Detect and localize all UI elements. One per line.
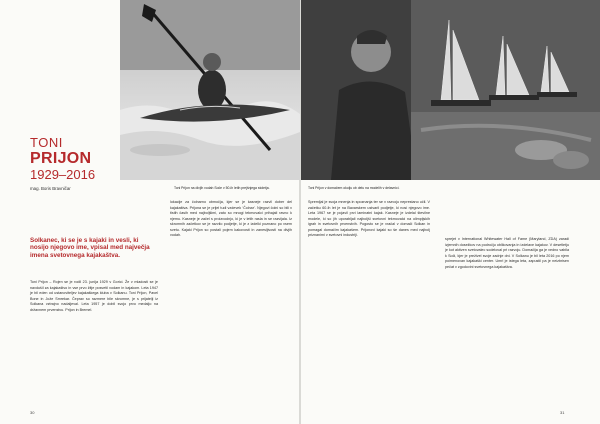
title-years: 1929–2016 <box>30 167 96 182</box>
author-byline: mag. Boris Bravničar <box>30 186 71 191</box>
body-column-3: Spremljal je svoja mnenja in spoznanja ter se v razvoju neprestano učil. V začetku 60-ih let je na Bavarskem ustvaril podjetje, ki nosi njegovo ime. Leta 1967 se je pojavil prvi laminatni kajak. Kasneje je izdelal številne modele, ki so jih uporabljali najboljši svetovni tekmovalci na olimpijskih igrah in svetovnih prvenstvih. Pogosto se je vračal v domači Solkan in pomagal domačim kajakašem. Prijonovi kajaki so še danes med najbolj priznanimi v svetovni industriji. <box>308 200 430 237</box>
photo-caption-right: Toni Prijon v domačem okolju ob delu na modelih v delavnici. <box>308 186 400 190</box>
title-block <box>30 136 140 182</box>
title-first-name: TONI <box>30 135 63 150</box>
page-number-left: 30 <box>30 410 35 415</box>
title-last-name: PRIJON <box>30 150 92 167</box>
lead-paragraph: Solkanec, ki se je s kajaki in vesli, ki nosijo njegovo ime, vpisal med največja imena svetovnega kajakaštva. <box>30 237 150 259</box>
body-column-1: Toni Prijon – Rojen se je rodil 23. junija 1929 v Gorici. Že v mladosti se je navdušil za kajakaštvo in vse prvo žitje posvetil vodam in kajakom. Leta 1947 je bil eden od ustanoviteljev kajakaškega kluba v Solkanu. Toni Prijon, Pavel Bone in Jože Smrekar. Čeprav so razmere bile skromne, je s prijatelji iz Solkana vztrajno nadaljeval. Leta 1957 je dobil svojo prvo medaljo na državnem prvenstvu. Prijon in Bremel. <box>30 280 158 312</box>
kayaker-photo <box>120 0 300 180</box>
body-column-2: lokacije za čolnarno območja, kjer se je kasneje razvil dober del kajakaštva. Prijona se je prijel tudi vzdevek ‘Čolnar’. Njegovi čolni so bili v tistih časih med najboljšimi, zato so mnogi tekmovalci prihajali ravno k njemu. Kasneje je začel s proizvodnjo, ki je v letih rasla in se razvijala. Iz skromnih začetkov se je razvilo podjetje, ki je z izdelki poznano po vsem svetu. Kajaki Prijon so postali pojem kakovosti in zanesljivosti na divjih vodah. <box>170 200 292 237</box>
kayaker-illustration <box>120 0 300 180</box>
workshop-photo <box>301 0 600 180</box>
body-column-4: sprejet v International Whitewater Hall of Fame (Maryland, ZDA) zaradi izjemnih dosežkov na področju oblikovanja in izdelave kajakov. V desetletju je kot aktiven svetovalec sodeloval pri razvoju. Domačija ga je vedno vabila k Soči, kjer je preživel svoje zadnje dni. V Solkanu je bil leta 2016 po njem poimenovan kajakaški center. Umrl je istega leta, zapustil pa je neizbrisen pečat v zgodovini svetovnega kajakaštva. <box>445 237 569 269</box>
photo-caption-left: Toni Prijon na divjih vodah Soče v 50-ih letih prejšnjega stoletja. <box>174 186 270 190</box>
page-number-right: 31 <box>560 410 565 415</box>
workshop-illustration <box>301 0 600 180</box>
